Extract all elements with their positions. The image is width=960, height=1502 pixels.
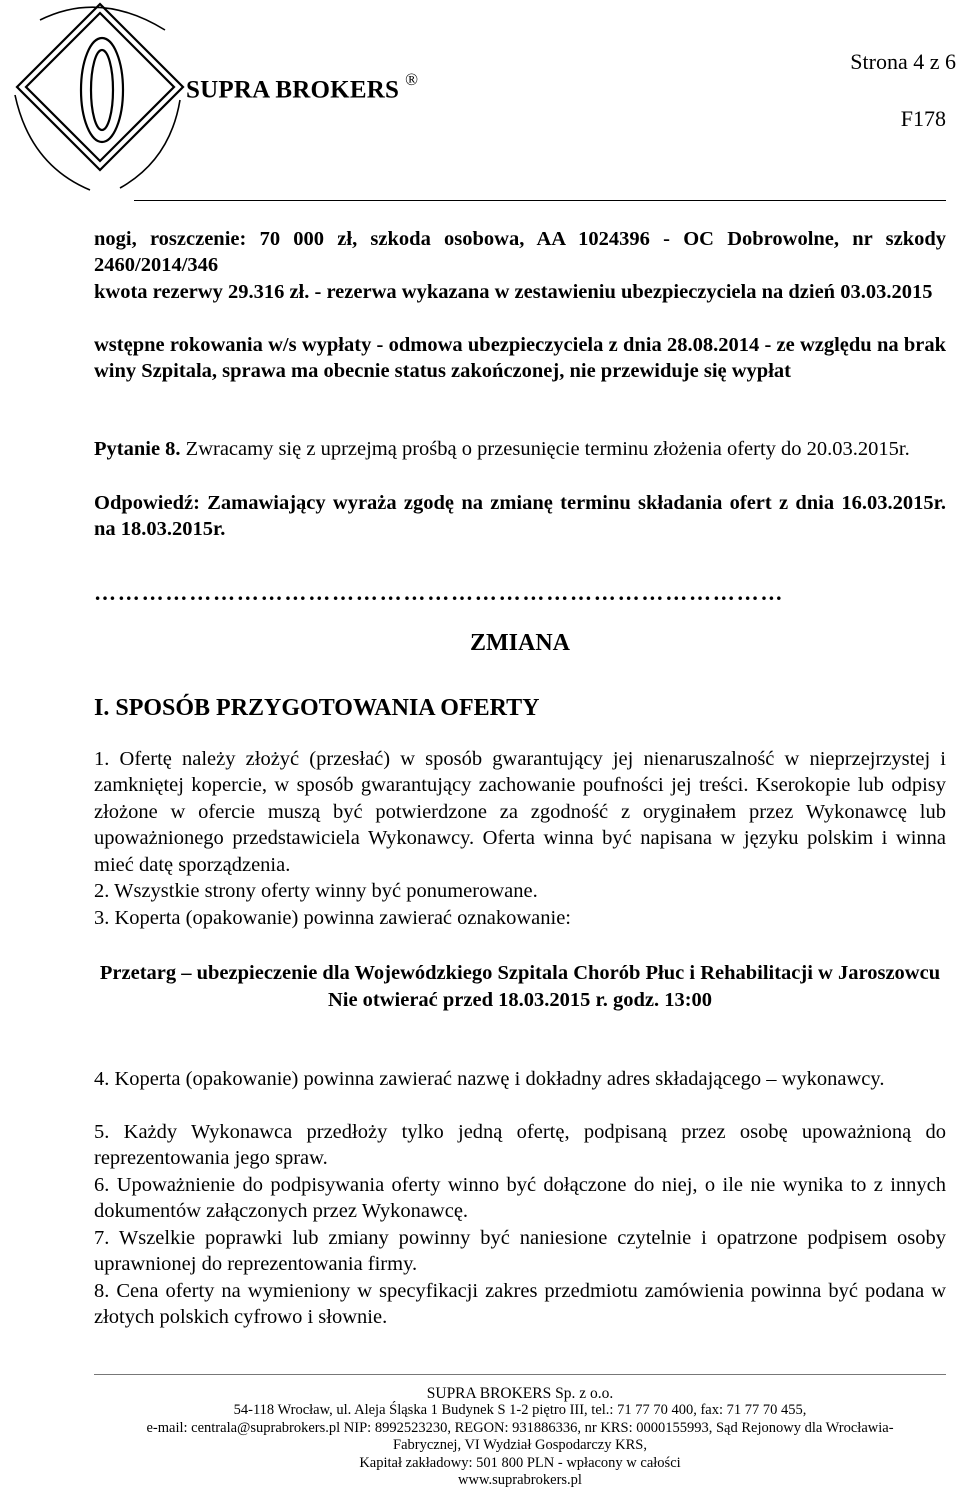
- question-label: Pytanie 8.: [94, 438, 181, 460]
- header-rule: [134, 200, 946, 201]
- page-footer: [94, 1385, 946, 1489]
- document-code: F178: [900, 106, 946, 131]
- footer-rule: [94, 1374, 946, 1375]
- point-1: 1. Ofertę należy złożyć (przesłać) w sposób gwarantujący jej nienaruszalność w nieprzejrzystej i zamkniętej kopercie, w sposób gwarantujący zachowanie poufności jej treści. Kserokopie lub odpisy złożone w ofercie muszą być potwierdzone za zgodność z oryginałem przez Wykonawcę lub upoważnionego przedstawiciela Wykonawcy. Oferta winna być napisana w języku polskim i winna mieć datę sporządzenia.: [94, 748, 946, 876]
- point-5: 5. Każdy Wykonawca przedłoży tylko jedną ofertę, podpisaną przez osobę upoważnioną do reprezentowania jego spraw.: [94, 1121, 946, 1170]
- dotted-separator: ……………………………………………………………………………: [94, 580, 785, 605]
- change-heading: ZMIANA: [470, 630, 570, 656]
- section-title: I. SPOSÓB PRZYGOTOWANIA OFERTY: [94, 695, 540, 721]
- claim-line-3: wstępne rokowania w/s wypłaty - odmowa ubezpieczyciela z dnia 28.08.2014 - ze względu na brak winy Szpitala, sprawa ma obecnie status zakończonej, nie przewiduje się wypłat: [94, 334, 946, 383]
- point-2: 2. Wszystkie strony oferty winny być ponumerowane.: [94, 880, 538, 902]
- footer-company: SUPRA BROKERS Sp. z o.o.: [426, 1385, 614, 1402]
- footer-capital: Kapitał zakładowy: 501 800 PLN - wpłacony w całości: [359, 1454, 681, 1471]
- point-4: 4. Koperta (opakowanie) powinna zawierać nazwę i dokładny adres składającego – wykonawcy.: [94, 1068, 885, 1090]
- footer-website: www.suprabrokers.pl: [458, 1472, 582, 1489]
- footer-registry-1: e-mail: centrala@suprabrokers.pl NIP: 8992523230, REGON: 931886336, nr KRS: 0000155993, Sąd Rejonowy dla Wrocławia-: [146, 1419, 894, 1436]
- registered-mark: ®: [405, 70, 419, 89]
- point-6: 6. Upoważnienie do podpisywania oferty winno być dołączone do niej, o ile nie wynika to z innych dokumentów załączonych przez Wykonawcę.: [94, 1174, 946, 1223]
- envelope-line-2: Nie otwierać przed 18.03.2015 r. godz. 13:00: [327, 989, 713, 1011]
- point-7: 7. Wszelkie poprawki lub zmiany powinny być naniesione czytelnie i opatrzone podpisem osoby uprawnionej do reprezentowania firmy.: [94, 1227, 946, 1276]
- footer-registry-2: Fabrycznej, VI Wydział Gospodarczy KRS,: [393, 1437, 647, 1454]
- question-text: Zwracamy się z uprzejmą prośbą o przesunięcie terminu złożenia oferty do 20.03.2015r.: [185, 438, 910, 460]
- point-8: 8. Cena oferty na wymieniony w specyfikacji zakres przedmiotu zamówienia powinna być podana w złotych polskich cyfrowo i słownie.: [94, 1280, 946, 1329]
- footer-address: 54-118 Wrocław, ul. Aleja Śląska 1 Budynek S 1-2 piętro III, tel.: 71 77 70 400, fax: 71 77 70 455,: [233, 1402, 807, 1419]
- point-3: 3. Koperta (opakowanie) powinna zawierać oznakowanie:: [94, 907, 571, 929]
- supra-brokers-logo: [0, 0, 190, 200]
- question-8: [94, 436, 946, 462]
- claim-line-1: nogi, roszczenie: 70 000 zł, szkoda osobowa, AA 1024396 - OC Dobrowolne, nr szkody 2460/2014/346: [94, 228, 946, 277]
- page-number: Strona 4 z 6: [850, 49, 956, 74]
- brand-name: SUPRA BROKERS ®: [186, 70, 419, 104]
- envelope-label: [94, 960, 946, 1014]
- answer-8: Odpowiedź: Zamawiający wyraża zgodę na zmianę terminu składania ofert z dnia 16.03.2015r. na 18.03.2015r.: [94, 492, 946, 541]
- envelope-line-1: Przetarg – ubezpieczenie dla Wojewódzkiego Szpitala Chorób Płuc i Rehabilitacji w Jaroszowcu: [99, 962, 941, 984]
- claim-line-2: kwota rezerwy 29.316 zł. - rezerwa wykazana w zestawieniu ubezpieczyciela na dzień 03.03.2015: [94, 281, 933, 303]
